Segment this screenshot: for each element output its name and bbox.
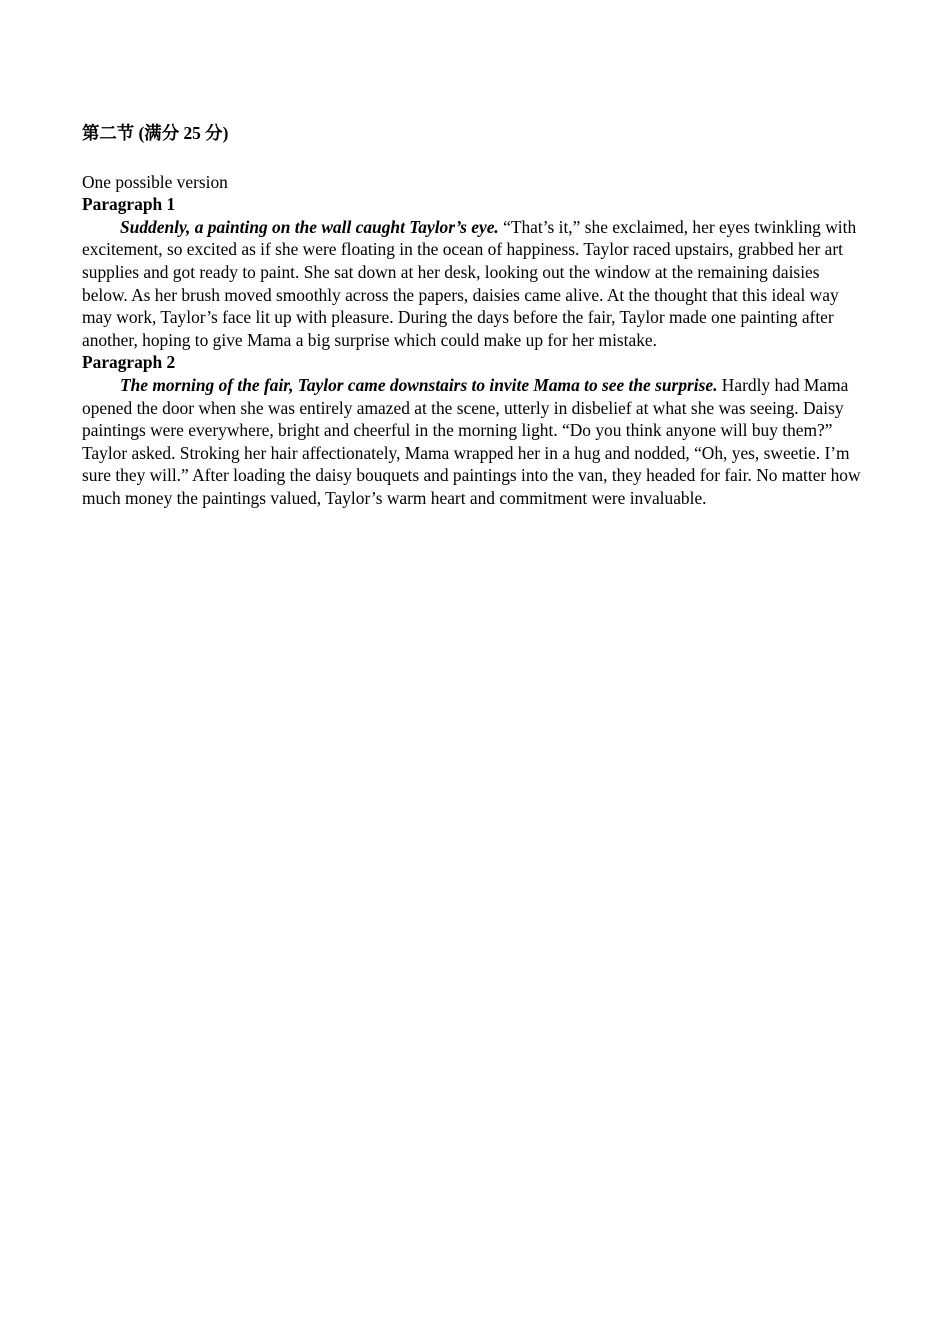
paragraph-2-body: Hardly had Mama opened the door when she was entirely amazed at the scene, utterly in disbelief at what she was seeing. Daisy paintings were everywhere, bright and cheerful in the morning light. “Do you think anyone will buy them?” Taylor asked. Stroking her hair affectionately, Mama wrapped her in a hug and nodded, “Oh, yes, sweetie. I’m sure they will.” After loading the daisy bouquets and paintings into the van, they headed for fair. No matter how much money the paintings valued, Taylor’s warm heart and commitment were invaluable. [82, 374, 861, 508]
section-heading: 第二节 (满分 25 分) [82, 123, 229, 143]
paragraph-1-lead-sentence: Suddenly, a painting on the wall caught Taylor’s eye. [120, 216, 499, 237]
paragraph-1-body: “That’s it,” she exclaimed, her eyes twinkling with excitement, so excited as if she were floating in the ocean of happiness. Taylor raced upstairs, grabbed her art supplies and got ready to paint. She sat down at her desk, looking out the window at the remaining daisies below. As her brush moved smoothly across the papers, daisies came alive. At the thought that this ideal way may work, Taylor’s face lit up with pleasure. During the days before the fair, Taylor made one painting after another, hoping to give Mama a big surprise which could make up for her mistake. [82, 216, 857, 350]
paragraph-2-heading: Paragraph 2 [82, 352, 176, 373]
document-page [82, 122, 862, 510]
paragraph-2-text [82, 374, 862, 510]
paragraph-1-text [82, 216, 862, 352]
paragraph-1-heading: Paragraph 1 [82, 194, 176, 215]
version-label: One possible version [82, 171, 228, 192]
paragraph-2-lead-sentence: The morning of the fair, Taylor came downstairs to invite Mama to see the surprise. [120, 374, 718, 395]
